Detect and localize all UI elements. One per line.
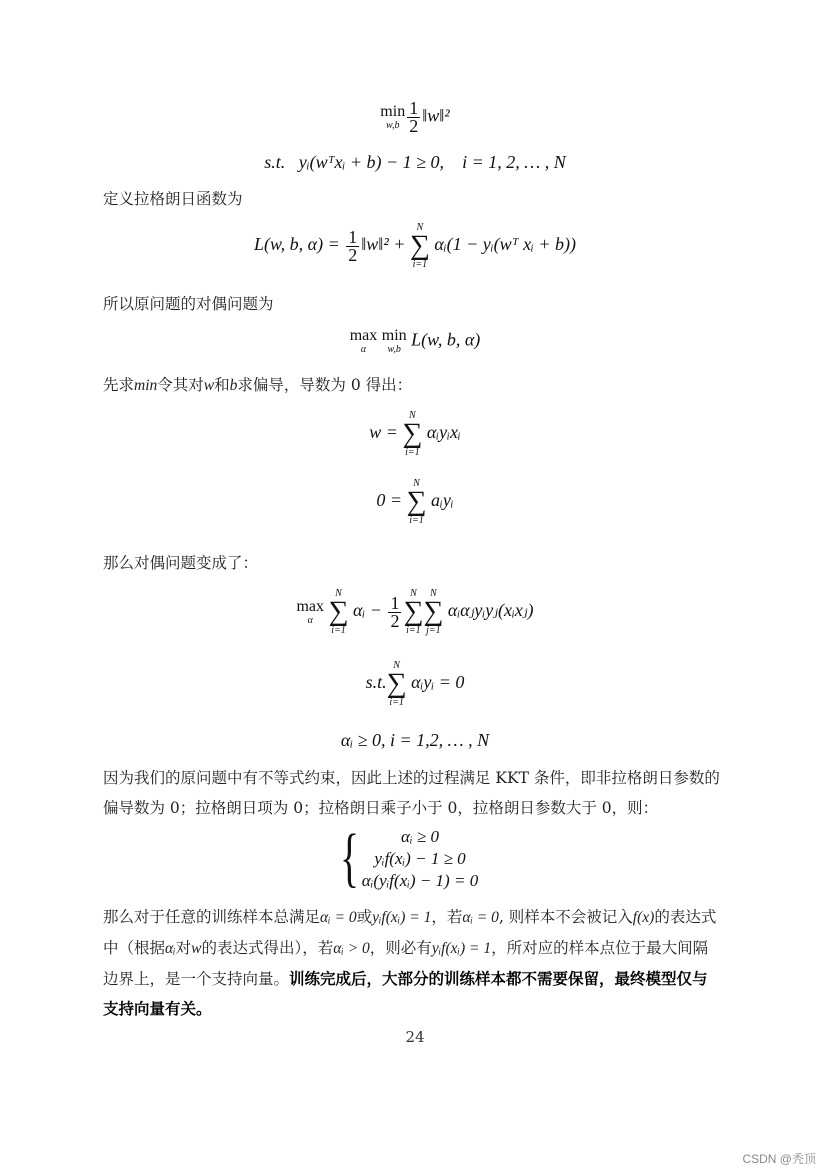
kkt-paragraph: 因为我们的原问题中有不等式约束，因此上述的过程满足 KKT 条件，即非拉格朗日参数的偏导数为 0；拉格朗日项为 0；拉格朗日乘子小于 0，拉格朗日参数大于 0，则： bbox=[103, 769, 720, 817]
define-lagrangian-text: 定义拉格朗日函数为 bbox=[103, 190, 243, 208]
primal-constraint: s.t. yᵢ(wᵀxᵢ + b) − 1 ≥ 0, i = 1, 2, … , N bbox=[264, 152, 566, 172]
conclusion-paragraph: 那么对于任意的训练样本总满足αᵢ = 0或yᵢf(xᵢ) = 1，若αᵢ = 0, 则样本不会被记入f(x)的表达式中（根据αᵢ对w的表达式得出），若αᵢ > 0，则必有yᵢf(xᵢ) = 1，所对应的样本点位于最大间隔边界上，是一个支持向量。训练完成后，大部分的训练样本都不需要保留，最终模型仅与支持向量有关。 bbox=[103, 908, 717, 1018]
w-solution-equation: w = N ∑ i=1 αᵢyᵢxᵢ bbox=[369, 410, 461, 458]
dual-objective-equation: max α N ∑ i=1 αᵢ − $\frac{1}{2}$ N ∑ i=1 N ∑ j=1 αᵢαⱼyᵢyⱼ(xᵢxⱼ) bbox=[296, 588, 534, 636]
dual-becomes-text: 那么对偶问题变成了： bbox=[103, 554, 259, 572]
lagrangian-equation: L(w, b, α) = $\frac{1}{2}$ ‖w‖² + N ∑ i=1 αᵢ(1 − yᵢ(wᵀ xᵢ + b)) bbox=[253, 222, 577, 270]
kkt-cases: { αᵢ ≥ 0 yᵢf(xᵢ) − 1 ≥ 0 αᵢ(yᵢf(xᵢ) − 1) = 0 bbox=[340, 821, 479, 894]
bold-conclusion: 训练完成后，大部分的训练样本都不需要保留，最终模型仅与支持向量有关。 bbox=[103, 969, 708, 1018]
dual-intro-text: 所以原问题的对偶问题为 bbox=[103, 295, 274, 313]
dual-form-equation: max α min w,b L(w, b, α) bbox=[349, 327, 481, 355]
page-number: 24 bbox=[405, 1028, 425, 1046]
zero-solution-equation: 0 = N ∑ i=1 aᵢyᵢ bbox=[376, 478, 454, 526]
left-brace: { bbox=[340, 821, 360, 894]
derivative-intro-text: 先求min令其对w和b求偏导，导数为 0 得出： bbox=[103, 376, 413, 394]
watermark: CSDN @秃顶 bbox=[742, 1152, 816, 1166]
min-operator: min w,b bbox=[380, 103, 406, 131]
dual-constraint-equation: s.t. N ∑ i=1 αᵢyᵢ = 0 bbox=[365, 660, 465, 708]
alpha-range-equation: αᵢ ≥ 0, i = 1,2, … , N bbox=[340, 730, 490, 750]
fraction: $\frac{1}{2}$ bbox=[409, 98, 419, 136]
summation: N ∑ i=1 bbox=[409, 222, 430, 270]
primal-objective: min w,b $\frac{1}{2}$ ‖w‖² bbox=[380, 98, 450, 136]
